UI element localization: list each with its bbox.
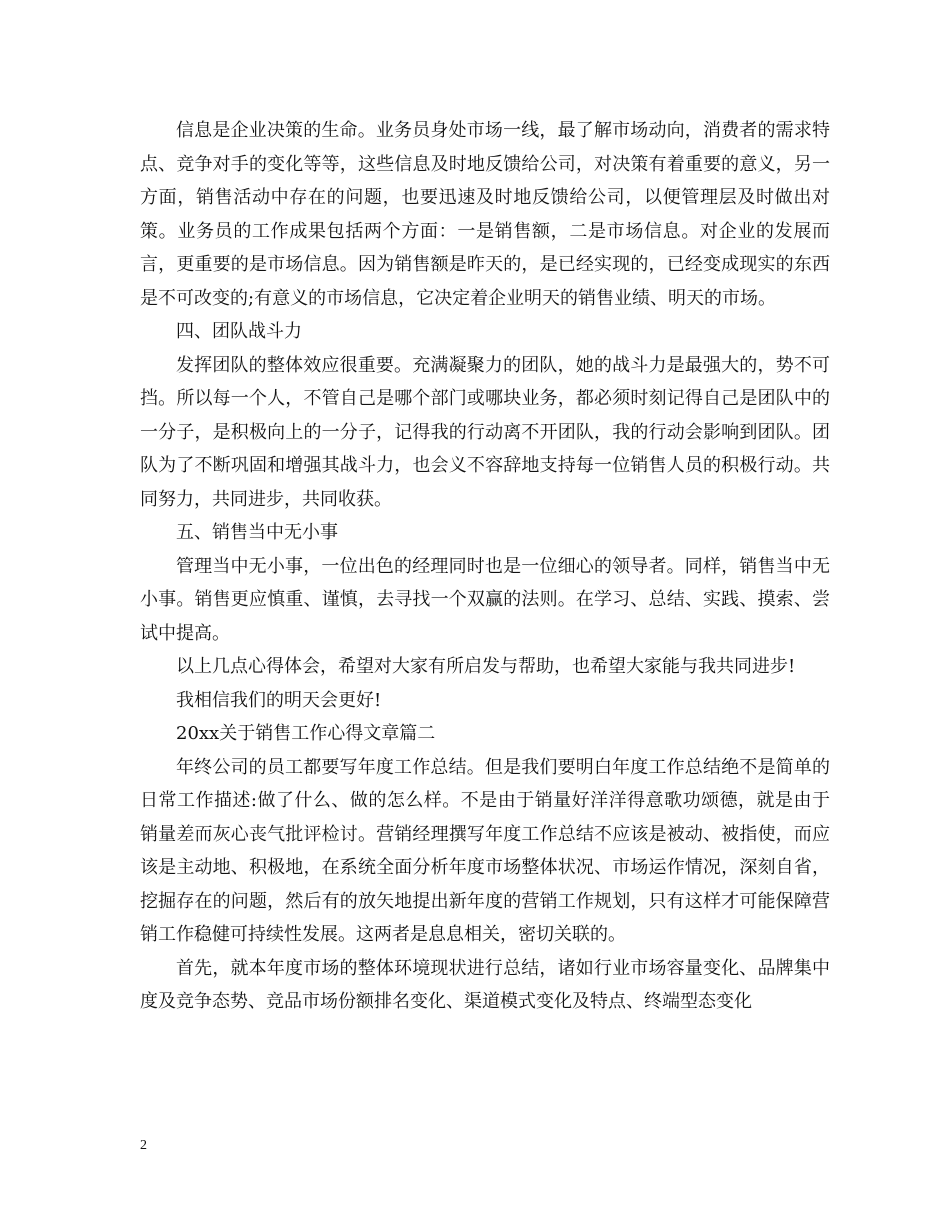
section-heading-no-small-matters: 五、销售当中无小事 bbox=[176, 522, 338, 543]
paragraph-closing-note: 以上几点心得体会，希望对大家有所启发与帮助，也希望大家能与我共同进步! bbox=[176, 656, 796, 677]
paragraph-team-strength: 发挥团队的整体效应很重要。充满凝聚力的团队，她的战斗力是最强大的，势不可挡。所以每一个人，不管自己是哪个部门或哪块业务，都必须时刻记得自己是团队中的一分子，是积极向上的一分子，记得我的行动离不开团队，我的行动会影响到团队。团队为了不断巩固和增强其战斗力，也会义不容辞地支持每一位销售人员的积极行动。共同努力，共同进步，共同收获。 bbox=[140, 354, 830, 510]
paragraph-no-small-matters: 管理当中无小事，一位出色的经理同时也是一位细心的领导者。同样，销售当中无小事。销售更应慎重、谨慎，去寻找一个双赢的法则。在学习、总结、实践、摸索、尝试中提高。 bbox=[140, 555, 830, 644]
page-number: 2 bbox=[140, 1138, 147, 1153]
section-heading-team-strength: 四、团队战斗力 bbox=[176, 321, 302, 342]
paragraph-annual-summary: 年终公司的员工都要写年度工作总结。但是我们要明白年度工作总结绝不是简单的日常工作描述:做了什么、做的怎么样。不是由于销量好洋洋得意歌功颂德，就是由于销量差而灰心丧气批评检讨。营销经理撰写年度工作总结不应该是被动、被指使，而应该是主动地、积极地，在系统全面分析年度市场整体状况、市场运作情况，深刻自省，挖掘存在的问题，然后有的放矢地提出新年度的营销工作规划，只有这样才可能保障营销工作稳健可持续性发展。这两者是息息相关，密切关联的。 bbox=[140, 756, 830, 945]
paragraph-market-environment: 首先，就本年度市场的整体环境现状进行总结，诸如行业市场容量变化、品牌集中度及竞争态势、竞品市场份额排名变化、渠道模式变化及特点、终端型态变化 bbox=[140, 957, 830, 1012]
document-body bbox=[140, 114, 830, 1019]
article-two-title: 20xx关于销售工作心得文章篇二 bbox=[176, 723, 436, 744]
paragraph-market-information: 信息是企业决策的生命。业务员身处市场一线，最了解市场动向，消费者的需求特点、竞争对手的变化等等，这些信息及时地反馈给公司，对决策有着重要的意义，另一方面，销售活动中存在的问题，也要迅速及时地反馈给公司，以便管理层及时做出对策。业务员的工作成果包括两个方面：一是销售额，二是市场信息。对企业的发展而言，更重要的是市场信息。因为销售额是昨天的，是已经实现的，已经变成现实的东西是不可改变的;有意义的市场信息，它决定着企业明天的销售业绩、明天的市场。 bbox=[140, 120, 830, 309]
paragraph-closing-wish: 我相信我们的明天会更好! bbox=[176, 689, 382, 711]
